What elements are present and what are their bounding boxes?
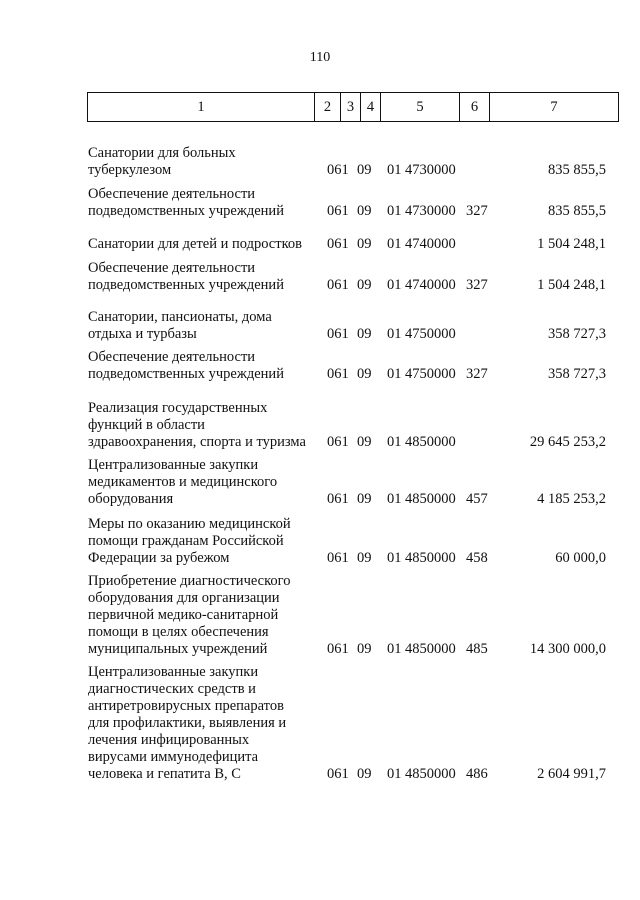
row-name: Централизованные закупки диагностических средств и антиретровирусных препаратов для профилактики, выявления и лечения инфицированных вирусами иммунодефицита человека и гепатита В, С bbox=[88, 664, 287, 782]
amount: 29 645 253,2 bbox=[529, 434, 606, 450]
column-header-6: 6 bbox=[459, 93, 489, 121]
row-name: Централизованные закупки медикаментов и медицинского оборудования bbox=[88, 457, 278, 507]
target-article-code: 4850000 bbox=[405, 550, 456, 566]
ministry-code: 061 bbox=[327, 366, 349, 382]
amount: 358 727,3 bbox=[548, 326, 606, 342]
ministry-code: 061 bbox=[327, 550, 349, 566]
section-code: 09 bbox=[357, 766, 372, 782]
row-name: Меры по оказанию медицинской помощи гражданам Российской Федерации за рубежом bbox=[88, 516, 291, 566]
subsection-code: 01 bbox=[387, 434, 402, 450]
subsection-code: 01 bbox=[387, 550, 402, 566]
subsection-code: 01 bbox=[387, 236, 402, 252]
amount: 4 185 253,2 bbox=[537, 491, 606, 507]
subsection-code: 01 bbox=[387, 277, 402, 293]
amount: 835 855,5 bbox=[548, 162, 606, 178]
subsection-code: 01 bbox=[387, 203, 402, 219]
ministry-code: 061 bbox=[327, 277, 349, 293]
target-article-code: 4740000 bbox=[405, 277, 456, 293]
target-article-code: 4850000 bbox=[405, 766, 456, 782]
subsection-code: 01 bbox=[387, 162, 402, 178]
ministry-code: 061 bbox=[327, 641, 349, 657]
ministry-code: 061 bbox=[327, 491, 349, 507]
ministry-code: 061 bbox=[327, 326, 349, 342]
section-code: 09 bbox=[357, 326, 372, 342]
row-name: Санатории для детей и подростков bbox=[88, 236, 302, 252]
target-article-code: 4730000 bbox=[405, 203, 456, 219]
row-name: Обеспечение деятельности подведомственных учреждений bbox=[88, 186, 284, 219]
row-name: Приобретение диагностического оборудования для организации первичной медико-санитарной помощи в целях обеспечения муниципальных учреждений bbox=[88, 573, 291, 657]
row-name: Санатории для больных туберкулезом bbox=[88, 145, 236, 178]
section-code: 09 bbox=[357, 162, 372, 178]
expense-type-code: 457 bbox=[466, 491, 488, 507]
subsection-code: 01 bbox=[387, 766, 402, 782]
ministry-code: 061 bbox=[327, 203, 349, 219]
column-header-1: 1 bbox=[197, 99, 205, 115]
section-code: 09 bbox=[357, 236, 372, 252]
column-header-2: 2 bbox=[314, 93, 340, 121]
target-article-code: 4850000 bbox=[405, 434, 456, 450]
row-name: Обеспечение деятельности подведомственных учреждений bbox=[88, 349, 284, 382]
target-article-code: 4740000 bbox=[405, 236, 456, 252]
subsection-code: 01 bbox=[387, 491, 402, 507]
target-article-code: 4750000 bbox=[405, 326, 456, 342]
section-code: 09 bbox=[357, 366, 372, 382]
amount: 14 300 000,0 bbox=[529, 641, 606, 657]
amount: 835 855,5 bbox=[548, 203, 606, 219]
subsection-code: 01 bbox=[387, 641, 402, 657]
expense-type-code: 327 bbox=[466, 277, 488, 293]
section-code: 09 bbox=[357, 203, 372, 219]
row-name: Реализация государственных функций в области здравоохранения, спорта и туризма bbox=[88, 400, 306, 450]
expense-type-code: 327 bbox=[466, 203, 488, 219]
ministry-code: 061 bbox=[327, 162, 349, 178]
section-code: 09 bbox=[357, 277, 372, 293]
column-header-7: 7 bbox=[489, 93, 618, 121]
page-number: 110 bbox=[309, 50, 331, 65]
amount: 1 504 248,1 bbox=[537, 236, 606, 252]
amount: 2 604 991,7 bbox=[537, 766, 606, 782]
target-article-code: 4850000 bbox=[405, 641, 456, 657]
column-header-5: 5 bbox=[380, 93, 459, 121]
ministry-code: 061 bbox=[327, 434, 349, 450]
target-article-code: 4730000 bbox=[405, 162, 456, 178]
target-article-code: 4850000 bbox=[405, 491, 456, 507]
section-code: 09 bbox=[357, 550, 372, 566]
column-header-row bbox=[87, 92, 619, 122]
section-code: 09 bbox=[357, 641, 372, 657]
ministry-code: 061 bbox=[327, 236, 349, 252]
amount: 1 504 248,1 bbox=[537, 277, 606, 293]
section-code: 09 bbox=[357, 434, 372, 450]
section-code: 09 bbox=[357, 491, 372, 507]
column-header-4: 4 bbox=[360, 93, 380, 121]
subsection-code: 01 bbox=[387, 366, 402, 382]
amount: 60 000,0 bbox=[555, 550, 606, 566]
target-article-code: 4750000 bbox=[405, 366, 456, 382]
ministry-code: 061 bbox=[327, 766, 349, 782]
column-header-3: 3 bbox=[340, 93, 360, 121]
amount: 358 727,3 bbox=[548, 366, 606, 382]
expense-type-code: 485 bbox=[466, 641, 488, 657]
expense-type-code: 486 bbox=[466, 766, 488, 782]
expense-type-code: 458 bbox=[466, 550, 488, 566]
subsection-code: 01 bbox=[387, 326, 402, 342]
row-name: Санатории, пансионаты, дома отдыха и турбазы bbox=[88, 309, 272, 342]
expense-type-code: 327 bbox=[466, 366, 488, 382]
row-name: Обеспечение деятельности подведомственных учреждений bbox=[88, 260, 284, 293]
